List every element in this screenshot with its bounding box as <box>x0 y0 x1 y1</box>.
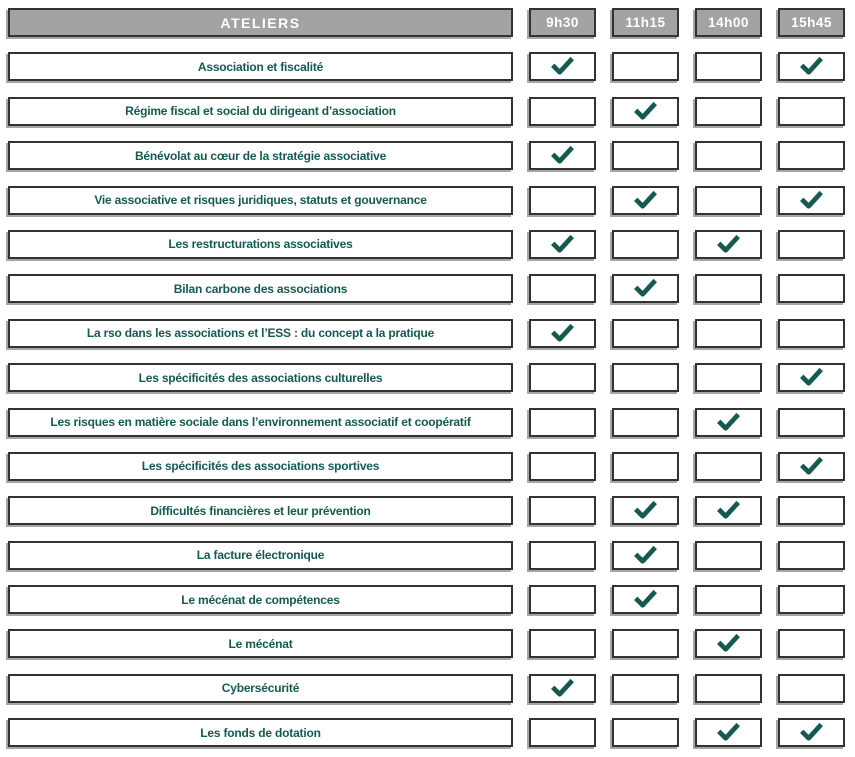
check-cell <box>529 363 596 392</box>
check-icon <box>549 323 576 344</box>
check-icon <box>632 589 659 610</box>
workshop-name-cell <box>8 452 513 481</box>
check-cell <box>778 363 845 392</box>
time-slot-label: 11h15 <box>625 15 666 30</box>
check-cell <box>778 452 845 481</box>
workshop-name-cell <box>8 319 513 348</box>
check-icon <box>632 278 659 299</box>
check-cell <box>529 629 596 658</box>
check-cell <box>695 186 762 215</box>
check-cell <box>612 319 679 348</box>
check-icon <box>632 545 659 566</box>
check-cell <box>778 585 845 614</box>
check-cell <box>529 141 596 170</box>
check-cell <box>612 629 679 658</box>
check-cell <box>529 186 596 215</box>
check-cell <box>695 319 762 348</box>
ateliers-header <box>8 8 513 37</box>
workshop-label: Le mécénat <box>228 636 293 651</box>
check-icon <box>715 633 742 654</box>
workshop-name-cell <box>8 674 513 703</box>
check-icon <box>715 722 742 743</box>
workshop-label: La rso dans les associations et l’ESS : du concept a la pratique <box>86 326 435 341</box>
check-cell <box>778 319 845 348</box>
check-cell <box>695 274 762 303</box>
check-cell <box>529 97 596 126</box>
workshop-name-cell <box>8 186 513 215</box>
check-icon <box>798 722 825 743</box>
check-cell <box>778 629 845 658</box>
workshop-label: Les fonds de dotation <box>200 725 321 740</box>
check-icon <box>549 678 576 699</box>
workshop-name-cell <box>8 408 513 437</box>
workshop-label: Les risques en matière sociale dans l’environnement associatif et coopératif <box>50 415 471 430</box>
check-cell <box>612 141 679 170</box>
workshop-name-cell <box>8 141 513 170</box>
check-cell <box>529 674 596 703</box>
check-icon <box>798 190 825 211</box>
check-cell <box>778 408 845 437</box>
check-cell <box>612 496 679 525</box>
check-cell <box>529 452 596 481</box>
check-cell <box>778 141 845 170</box>
check-cell <box>778 97 845 126</box>
workshop-label: La facture électronique <box>196 548 325 563</box>
check-icon <box>549 145 576 166</box>
check-cell <box>612 52 679 81</box>
workshop-name-cell <box>8 585 513 614</box>
check-icon <box>632 190 659 211</box>
check-cell <box>695 585 762 614</box>
workshop-label: Vie associative et risques juridiques, statuts et gouvernance <box>94 193 427 208</box>
workshop-name-cell <box>8 230 513 259</box>
workshop-label: Régime fiscal et social du dirigeant d’association <box>125 104 396 119</box>
check-cell <box>612 363 679 392</box>
check-cell <box>695 230 762 259</box>
check-cell <box>612 541 679 570</box>
check-cell <box>778 274 845 303</box>
check-cell <box>695 408 762 437</box>
workshop-name-cell <box>8 97 513 126</box>
check-cell <box>778 230 845 259</box>
check-icon <box>798 456 825 477</box>
workshop-label: Les restructurations associatives <box>168 237 353 252</box>
check-cell <box>695 541 762 570</box>
check-cell <box>612 718 679 747</box>
time-slot-label: 15h45 <box>791 15 832 30</box>
workshop-name-cell <box>8 363 513 392</box>
workshop-label: Bénévolat au cœur de la stratégie associative <box>134 148 387 163</box>
check-cell <box>695 141 762 170</box>
check-icon <box>549 56 576 77</box>
check-cell <box>612 585 679 614</box>
workshop-name-cell <box>8 496 513 525</box>
check-icon <box>715 412 742 433</box>
check-icon <box>798 367 825 388</box>
check-cell <box>612 452 679 481</box>
check-cell <box>529 541 596 570</box>
check-cell <box>612 674 679 703</box>
check-cell <box>529 230 596 259</box>
workshop-label: Les spécificités des associations culturelles <box>138 370 383 385</box>
time-slot-header <box>695 8 762 37</box>
check-cell <box>695 97 762 126</box>
time-slot-label: 9h30 <box>546 15 579 30</box>
check-icon <box>715 234 742 255</box>
workshop-label: Le mécénat de compétences <box>181 592 340 607</box>
workshop-name-cell <box>8 718 513 747</box>
check-icon <box>632 101 659 122</box>
check-cell <box>778 186 845 215</box>
check-cell <box>612 274 679 303</box>
check-icon <box>715 500 742 521</box>
workshop-name-cell <box>8 629 513 658</box>
check-cell <box>695 496 762 525</box>
check-icon <box>798 56 825 77</box>
check-cell <box>529 408 596 437</box>
check-cell <box>778 674 845 703</box>
workshop-label: Bilan carbone des associations <box>173 281 348 296</box>
check-cell <box>695 363 762 392</box>
workshop-label: Cybersécurité <box>221 681 300 696</box>
time-slot-header <box>529 8 596 37</box>
check-cell <box>529 274 596 303</box>
workshop-name-cell <box>8 274 513 303</box>
check-cell <box>612 230 679 259</box>
workshop-name-cell <box>8 541 513 570</box>
check-cell <box>612 186 679 215</box>
workshop-label: Les spécificités des associations sportives <box>141 459 380 474</box>
check-icon <box>549 234 576 255</box>
check-cell <box>778 496 845 525</box>
time-slot-label: 14h00 <box>708 15 749 30</box>
check-cell <box>695 674 762 703</box>
check-cell <box>529 52 596 81</box>
time-slot-header <box>612 8 679 37</box>
workshop-label: Association et fiscalité <box>197 59 324 74</box>
check-cell <box>695 629 762 658</box>
check-cell <box>612 408 679 437</box>
workshop-label: Difficultés financières et leur prévention <box>150 503 371 518</box>
check-cell <box>778 541 845 570</box>
workshop-name-cell <box>8 52 513 81</box>
check-cell <box>529 319 596 348</box>
check-cell <box>612 97 679 126</box>
time-slot-header <box>778 8 845 37</box>
check-cell <box>695 52 762 81</box>
check-icon <box>632 500 659 521</box>
ateliers-header-label: ATELIERS <box>220 14 301 31</box>
check-cell <box>778 718 845 747</box>
check-cell <box>529 585 596 614</box>
check-cell <box>529 496 596 525</box>
check-cell <box>695 718 762 747</box>
check-cell <box>529 718 596 747</box>
check-cell <box>778 52 845 81</box>
check-cell <box>695 452 762 481</box>
